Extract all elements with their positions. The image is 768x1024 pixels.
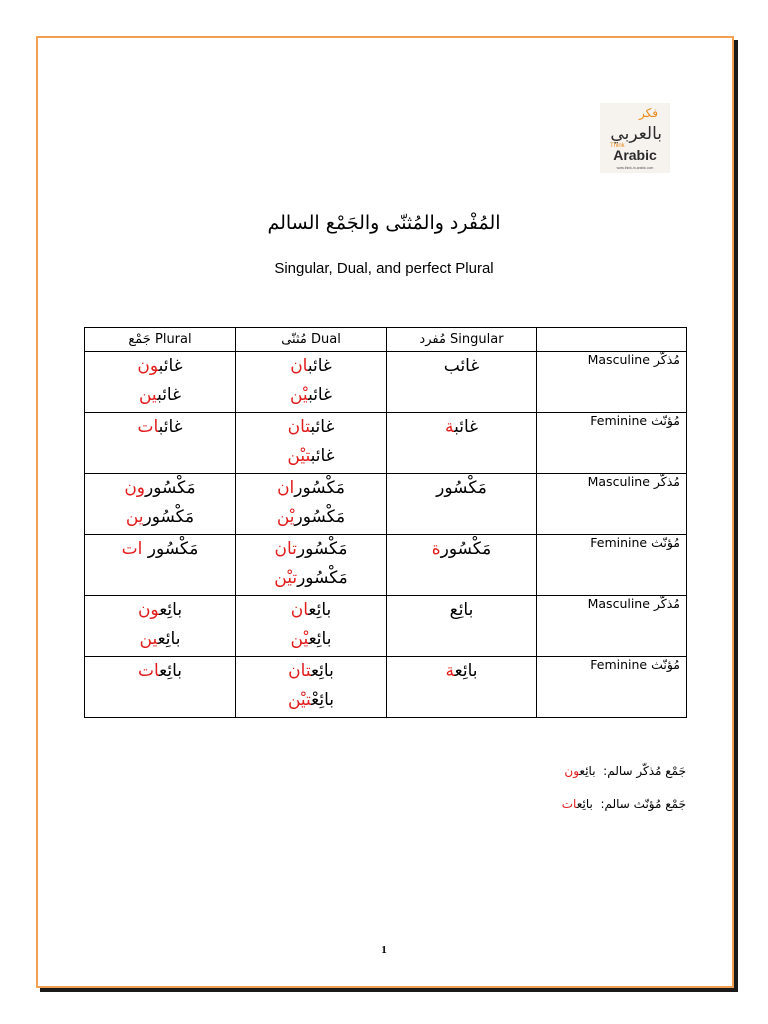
table-header-row	[85, 328, 687, 352]
word-suffix: ان	[290, 600, 309, 620]
plural-cell	[85, 596, 236, 657]
word-suffix: ين	[138, 385, 158, 405]
word-form	[393, 474, 530, 503]
word-suffix: ون	[124, 478, 146, 498]
table-row	[85, 596, 687, 657]
page-title-arabic: المُفْرد والمُثنّى والجَمْع السالم	[267, 212, 501, 234]
dual-cell	[236, 535, 387, 596]
word-stem: بائِع	[159, 661, 183, 681]
singular-cell	[387, 352, 537, 413]
word-form	[242, 381, 380, 410]
header-empty	[537, 328, 687, 352]
singular-cell	[387, 474, 537, 535]
word-suffix: ين	[125, 507, 144, 527]
word-stem: بائِع	[157, 629, 181, 649]
word-suffix: تان	[274, 539, 297, 559]
word-stem: مَكْسُور	[296, 539, 348, 559]
gender-label: مُؤنّث Feminine	[537, 413, 687, 474]
word-suffix: ون	[137, 600, 160, 620]
note-example: بائِعون	[564, 764, 596, 778]
word-form	[91, 625, 229, 654]
word-suffix: ان	[290, 356, 308, 376]
dual-cell	[236, 352, 387, 413]
word-form	[242, 442, 380, 471]
word-suffix: تان	[287, 417, 311, 437]
think-arabic-logo	[600, 103, 670, 173]
header-dual: مُثنّى Dual	[236, 328, 387, 352]
word-form	[91, 596, 229, 625]
word-form	[242, 474, 380, 503]
gender-label: مُؤنّث Feminine	[537, 535, 687, 596]
word-form	[393, 413, 530, 442]
table-body	[85, 352, 687, 718]
word-suffix: ين	[139, 629, 158, 649]
word-stem: بائِع	[310, 661, 334, 681]
word-form	[393, 535, 530, 564]
word-suffix: تان	[288, 661, 311, 681]
note-feminine-plural	[286, 797, 686, 811]
word-stem: مَكْسُور	[145, 478, 196, 498]
word-form	[242, 535, 380, 564]
word-suffix: ة	[445, 661, 455, 681]
note-label: جَمْع مُؤنّث سالم:	[600, 797, 686, 811]
word-stem: غائب	[454, 417, 479, 437]
word-stem: بائِع	[449, 600, 474, 620]
gender-label: مُؤنّث Feminine	[537, 657, 687, 718]
word-suffix: يْن	[276, 507, 295, 527]
word-stem: غائب	[310, 417, 335, 437]
word-stem: غائب	[308, 385, 332, 405]
word-suffix: ات	[121, 539, 143, 559]
dual-cell	[236, 657, 387, 718]
word-form	[242, 625, 380, 654]
word-suffix: ة	[444, 417, 455, 437]
word-suffix: ة	[431, 539, 441, 559]
singular-cell	[387, 413, 537, 474]
word-form	[91, 657, 229, 686]
word-form	[242, 596, 380, 625]
word-stem: غائب	[158, 356, 183, 376]
table-row	[85, 535, 687, 596]
page-title-english: Singular, Dual, and perfect Plural	[274, 260, 494, 277]
word-form	[242, 564, 380, 593]
word-form	[393, 657, 530, 686]
word-stem: بائِع	[159, 600, 183, 620]
word-suffix: ات	[137, 661, 160, 681]
singular-cell	[387, 535, 537, 596]
gender-label: مُذكّر Masculine	[537, 474, 687, 535]
word-form	[393, 596, 530, 625]
word-stem: مَكْسُور	[436, 478, 487, 498]
word-suffix: ون	[137, 356, 159, 376]
word-form	[242, 413, 380, 442]
word-stem: غائب	[157, 385, 181, 405]
note-label: جَمْع مُذكّر سالم:	[603, 764, 686, 778]
plural-cell	[85, 657, 236, 718]
header-plural: جَمْع Plural	[85, 328, 236, 352]
word-suffix: تيْن	[287, 446, 311, 466]
word-stem: بائِع	[454, 661, 478, 681]
word-suffix: ات	[137, 417, 159, 437]
word-stem: بائِع	[308, 600, 332, 620]
logo-arabic-top: فكر	[639, 106, 658, 120]
word-form	[242, 503, 380, 532]
word-form	[91, 413, 229, 442]
table-row	[85, 352, 687, 413]
dual-cell	[236, 596, 387, 657]
declension-table	[84, 327, 687, 718]
singular-cell	[387, 596, 537, 657]
logo-think-text: Think	[610, 143, 625, 149]
word-form	[242, 657, 380, 686]
word-stem: غائب	[443, 356, 480, 376]
word-suffix: ان	[277, 478, 295, 498]
word-stem: مَكْسُور	[143, 507, 195, 527]
plural-cell	[85, 535, 236, 596]
word-form	[393, 352, 530, 381]
note-example: بائِعات	[561, 797, 593, 811]
word-form	[91, 381, 229, 410]
word-stem: بائِعْ	[311, 690, 335, 710]
word-stem: غائب	[310, 446, 335, 466]
word-form	[91, 352, 229, 381]
logo-arabic-main: بالعربي	[610, 124, 662, 144]
word-stem: مَكْسُور	[294, 478, 345, 498]
word-form	[91, 474, 229, 503]
word-stem: بائِع	[308, 629, 332, 649]
dual-cell	[236, 413, 387, 474]
word-suffix: تيْن	[287, 690, 312, 710]
dual-cell	[236, 474, 387, 535]
table-row	[85, 657, 687, 718]
plural-cell	[85, 352, 236, 413]
word-stem: مَكْسُور	[440, 539, 492, 559]
gender-label: مُذكّر Masculine	[537, 352, 687, 413]
word-form	[91, 503, 229, 532]
word-form	[242, 686, 380, 715]
word-stem: مَكْسُور	[297, 568, 348, 588]
logo-url: www.think-in-arabic.com	[616, 166, 654, 170]
page-number: 1	[381, 944, 387, 956]
gender-label: مُذكّر Masculine	[537, 596, 687, 657]
word-stem: مَكْسُور	[294, 507, 346, 527]
word-suffix: يْن	[289, 385, 309, 405]
table-row	[85, 413, 687, 474]
word-suffix: يْن	[290, 629, 309, 649]
word-stem: غائب	[307, 356, 332, 376]
header-singular: مُفرد Singular	[387, 328, 537, 352]
note-masculine-plural	[286, 764, 686, 778]
plural-cell	[85, 413, 236, 474]
logo-arabic-text: Arabic	[613, 147, 657, 163]
singular-cell	[387, 657, 537, 718]
table-row	[85, 474, 687, 535]
word-stem: مَكْسُور	[142, 539, 199, 559]
word-form	[242, 352, 380, 381]
word-suffix: تيْن	[274, 568, 298, 588]
word-stem: غائب	[158, 417, 183, 437]
word-form	[91, 535, 229, 564]
plural-cell	[85, 474, 236, 535]
